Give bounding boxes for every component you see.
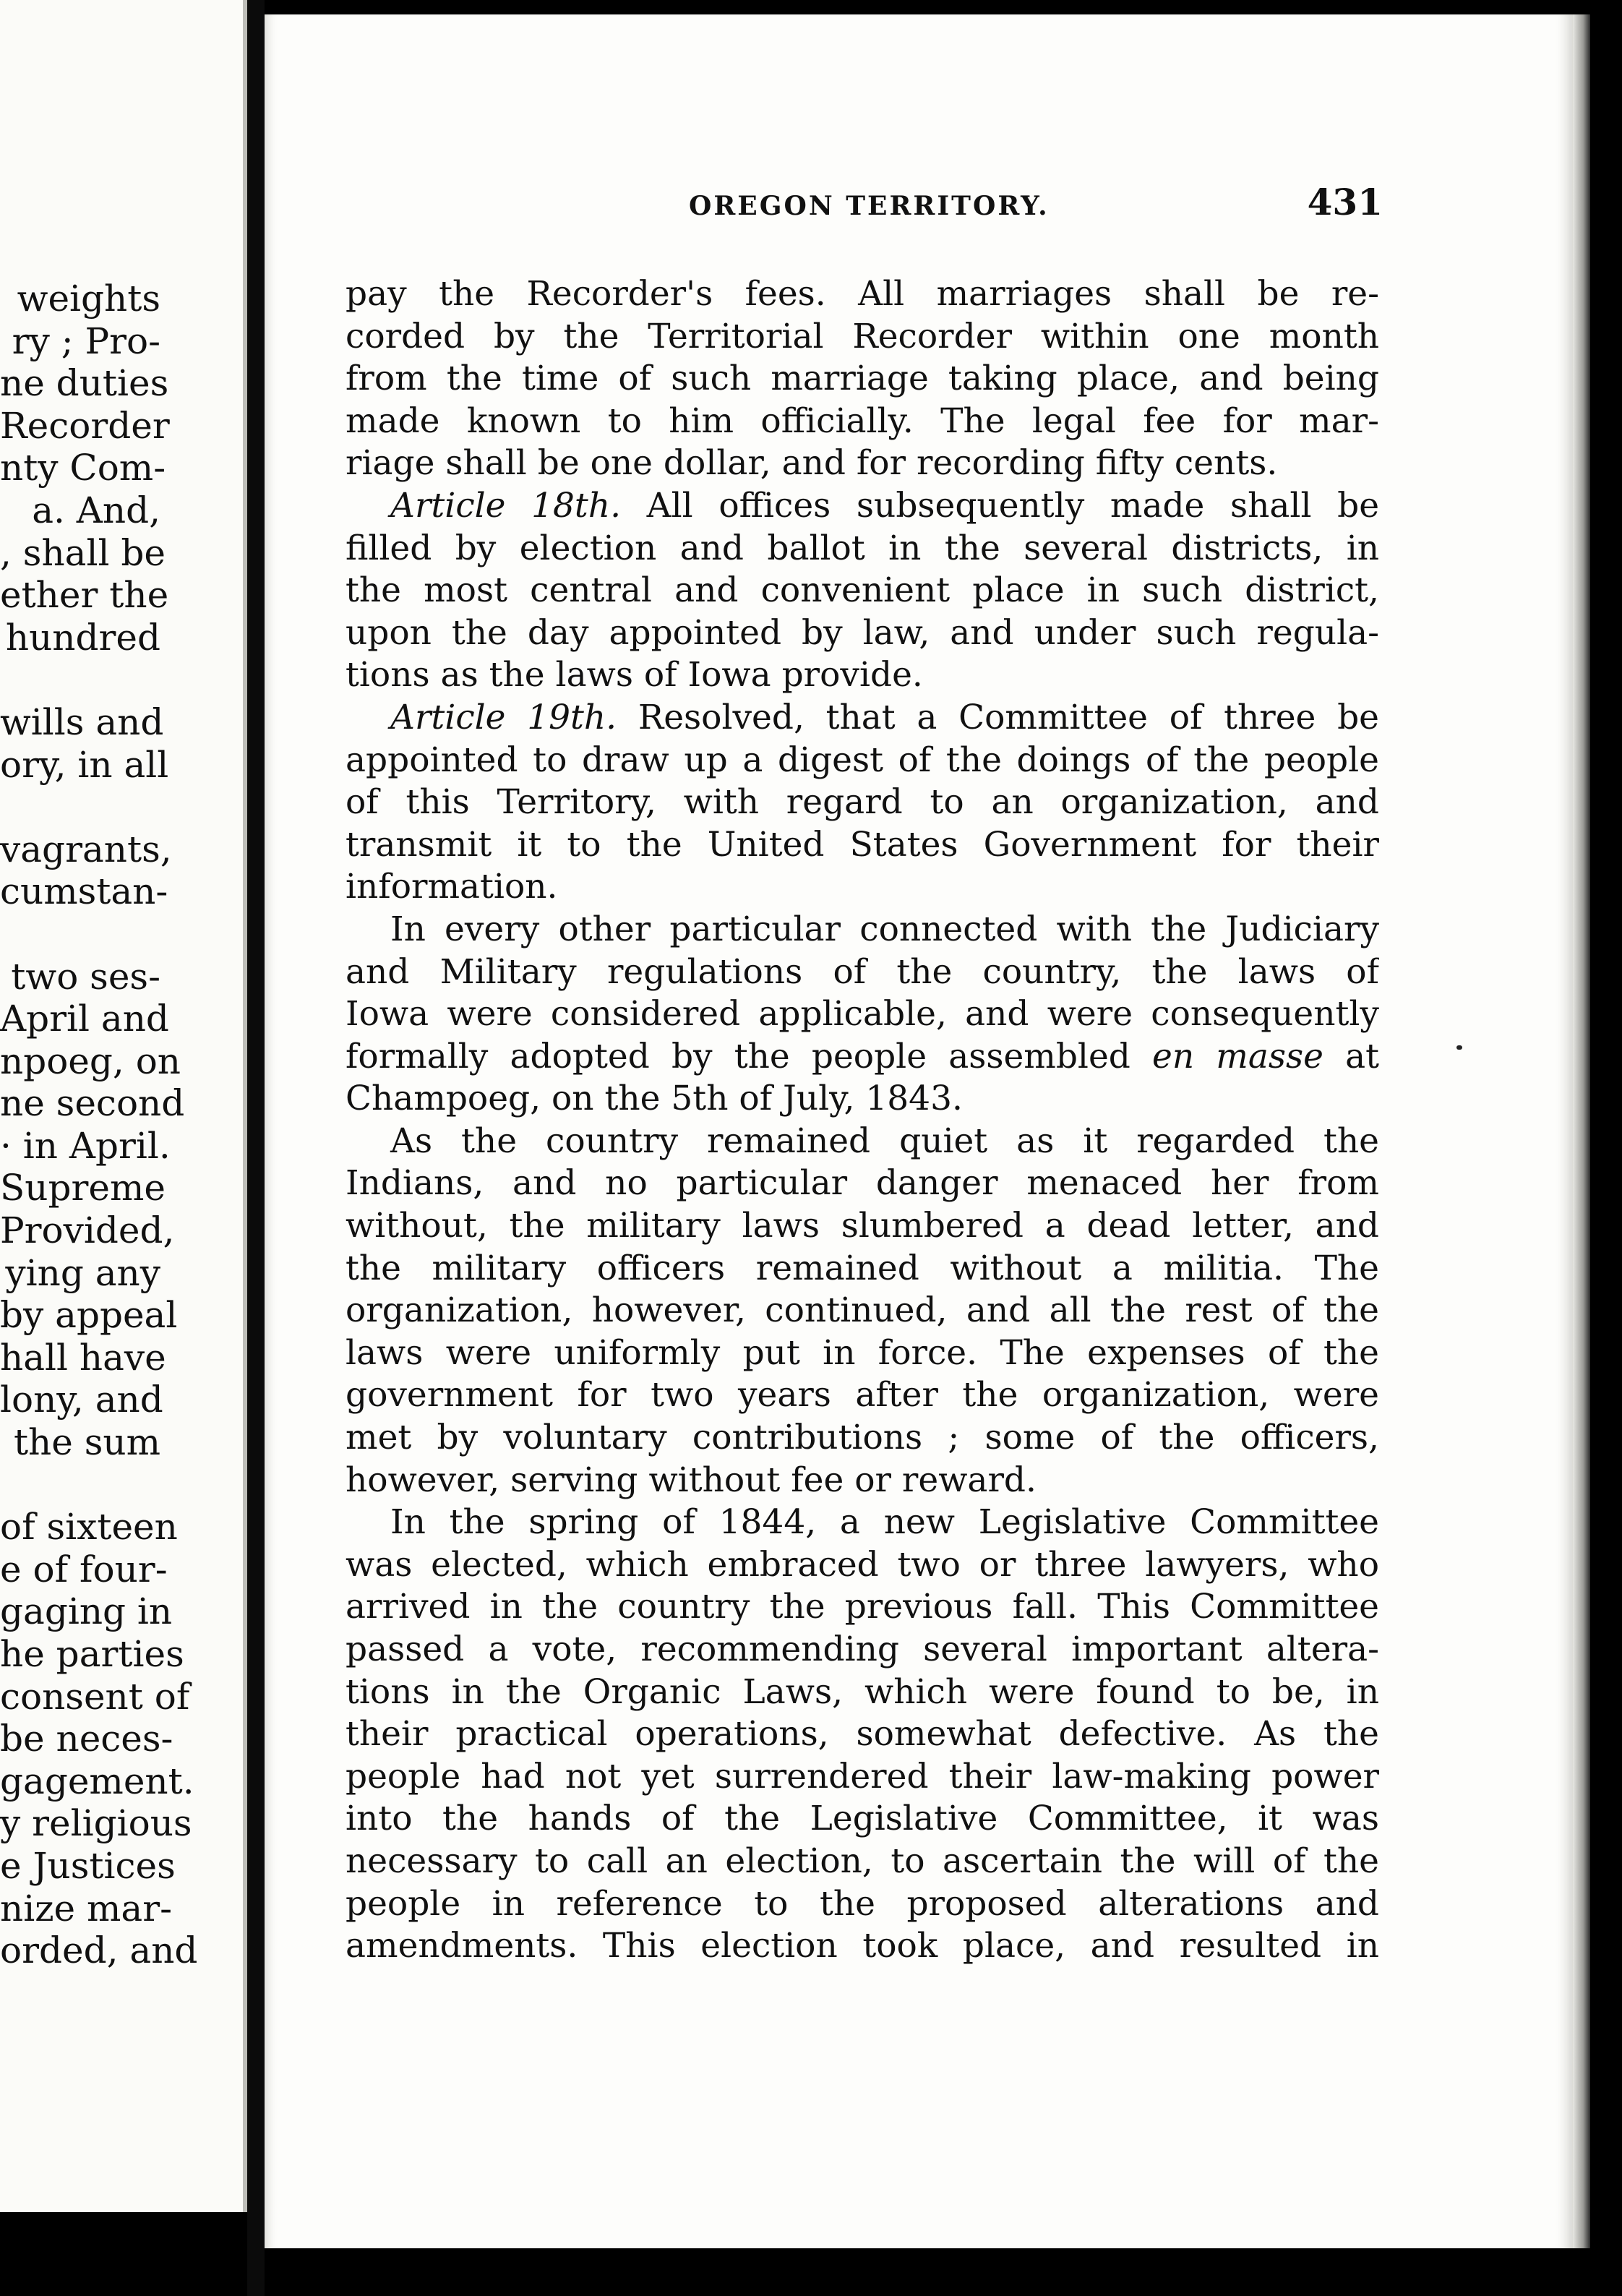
- line-text: In every other particular connected with the Judiciary: [390, 909, 1379, 949]
- line-text: amendments. This election took place, and resulted in: [346, 1926, 1379, 1966]
- text-line: [346, 612, 1379, 655]
- left-page-line: Supreme: [0, 1167, 166, 1209]
- left-page-line: gagement.: [0, 1760, 194, 1802]
- left-page-line: nize mar-: [0, 1887, 173, 1929]
- line-text: the most central and convenient place in such district,: [346, 570, 1379, 611]
- body-text: [346, 273, 1379, 1968]
- text-line: [346, 740, 1379, 782]
- text-line: [346, 1417, 1379, 1460]
- line-text: Champoeg, on the 5th of July, 1843.: [346, 1079, 963, 1119]
- left-page-line: ory, in all: [0, 743, 169, 786]
- left-page-line: npoeg, on: [0, 1040, 181, 1082]
- left-page-line: orded, and: [0, 1929, 198, 1972]
- line-text: organization, however, continued, and all the rest of the: [346, 1290, 1379, 1331]
- text-line: [346, 1544, 1379, 1587]
- left-page-line: by appeal: [0, 1294, 178, 1337]
- left-page-line: ying any: [5, 1251, 160, 1294]
- line-text: transmit it to the United States Government for their: [346, 824, 1379, 865]
- text-line: [346, 1078, 1379, 1121]
- text-line: [346, 358, 1379, 400]
- text-line: [346, 1205, 1379, 1248]
- line-text: from the time of such marriage taking place, and being: [346, 359, 1379, 399]
- text-line: [346, 1756, 1379, 1799]
- text-line: [346, 1290, 1379, 1332]
- line-text: however, serving without fee or reward.: [346, 1460, 1037, 1500]
- emphasis-text: en masse: [1152, 1036, 1323, 1076]
- left-page-line: hall have: [0, 1336, 166, 1379]
- left-page-line: two ses-: [11, 955, 160, 998]
- line-text: people in reference to the proposed alterations and: [346, 1883, 1379, 1924]
- text-line: [346, 1162, 1379, 1205]
- text-line: [346, 824, 1379, 867]
- line-text: laws were uniformly put in force. The expenses of the: [346, 1332, 1379, 1373]
- left-facing-page: [0, 0, 247, 2212]
- running-head: [414, 181, 1383, 231]
- text-line: [346, 909, 1379, 951]
- text-line: [346, 1713, 1379, 1756]
- line-text: upon the day appointed by law, and under such regula-: [346, 612, 1379, 653]
- text-line: [346, 951, 1379, 994]
- text-line: [346, 442, 1379, 485]
- left-page-line: cumstan-: [0, 870, 168, 913]
- line-text: arrived in the country the previous fall. This Committee: [346, 1587, 1379, 1627]
- text-line: [346, 1121, 1379, 1163]
- text-line: [346, 273, 1379, 316]
- line-text: As the country remained quiet as it regarded the: [390, 1121, 1379, 1161]
- line-text: without, the military laws slumbered a dead letter, and: [346, 1206, 1379, 1246]
- line-text: Indians, and no particular danger menaced her from: [346, 1163, 1379, 1204]
- line-text: information.: [346, 867, 558, 907]
- left-page-line: ne second: [0, 1082, 185, 1125]
- text-line: [346, 316, 1379, 359]
- line-text: of this Territory, with regard to an organization, and: [346, 782, 1379, 823]
- left-page-line: consent of: [0, 1675, 190, 1718]
- left-page-line: wills and: [0, 701, 164, 743]
- line-text: corded by the Territorial Recorder within one month: [346, 316, 1379, 356]
- line-text: passed a vote, recommending several important altera-: [346, 1629, 1379, 1669]
- line-text: into the hands of the Legislative Committee, it was: [346, 1799, 1379, 1839]
- line-text: pay the Recorder's fees. All marriages shall be re-: [346, 274, 1379, 314]
- line-text: and Military regulations of the country, the laws of: [346, 951, 1379, 992]
- line-text: riage shall be one dollar, and for recording fifty cents.: [346, 443, 1278, 484]
- text-line: [346, 866, 1379, 909]
- left-page-line: a. And,: [32, 489, 160, 531]
- article-label: Article 18th.: [390, 485, 622, 526]
- left-page-line: [0, 786, 160, 828]
- text-line: [346, 400, 1379, 443]
- text-line: [346, 1586, 1379, 1629]
- left-page-line: lony, and: [0, 1379, 163, 1421]
- line-text: made known to him officially. The legal fee for mar-: [346, 400, 1379, 441]
- page-number: 431: [1307, 181, 1383, 223]
- left-page-line: [0, 659, 160, 701]
- text-line: [346, 1332, 1379, 1375]
- left-page-line: e of four-: [0, 1548, 168, 1590]
- text-line: [346, 993, 1379, 1036]
- left-page-line: vagrants,: [0, 828, 172, 870]
- left-page-line: ether the: [0, 574, 169, 617]
- line-text: Iowa were considered applicable, and were consequently: [346, 994, 1379, 1035]
- text-line: [346, 1798, 1379, 1841]
- left-page-line: the sum: [13, 1421, 160, 1464]
- left-page-line: gaging in: [0, 1590, 173, 1633]
- left-page-line: ry ; Pro-: [12, 320, 160, 362]
- left-page-line: be neces-: [0, 1718, 173, 1760]
- left-page-line: nty Com-: [0, 447, 166, 489]
- left-page-line: of sixteen: [0, 1506, 178, 1548]
- line-text: In the spring of 1844, a new Legislative Committee: [390, 1502, 1379, 1543]
- line-text: at: [1323, 1036, 1379, 1076]
- line-text: filled by election and ballot in the several districts, in: [346, 528, 1379, 568]
- line-text: formally adopted by the people assembled: [346, 1036, 1153, 1076]
- text-line: [346, 570, 1379, 612]
- text-line: [346, 1925, 1379, 1968]
- text-line: [346, 654, 1379, 697]
- text-line: [346, 1248, 1379, 1290]
- article-label: Article 19th.: [390, 697, 617, 737]
- line-text: the military officers remained without a militia. The: [346, 1248, 1379, 1288]
- line-text: their practical operations, somewhat defective. As the: [346, 1714, 1379, 1755]
- text-line: [346, 781, 1379, 824]
- text-line: [346, 697, 1379, 740]
- margin-speck: [1456, 1045, 1462, 1050]
- text-line: [346, 1036, 1379, 1079]
- line-text: Resolved, that a Committee of three be: [617, 697, 1379, 737]
- left-page-line: Provided,: [0, 1209, 175, 1252]
- line-text: government for two years after the organization, were: [346, 1375, 1379, 1415]
- text-line: [346, 485, 1379, 528]
- left-page-line: April and: [0, 998, 169, 1040]
- left-page-text: [0, 278, 198, 1972]
- left-page-line: , shall be: [0, 531, 166, 574]
- left-page-line: e Justices: [0, 1844, 176, 1887]
- book-gutter: [247, 0, 265, 2296]
- left-page-line: y religious: [0, 1802, 192, 1845]
- text-line: [346, 1374, 1379, 1417]
- page-edge: [1573, 14, 1590, 2248]
- line-text: was elected, which embraced two or three lawyers, who: [346, 1544, 1379, 1585]
- left-page-line: [0, 1464, 160, 1507]
- text-line: [346, 1460, 1379, 1502]
- text-line: [346, 1883, 1379, 1926]
- left-page-line: · in April.: [0, 1124, 171, 1167]
- text-line: [346, 1841, 1379, 1883]
- text-line: [346, 1502, 1379, 1544]
- left-page-line: [0, 913, 160, 956]
- line-text: met by voluntary contributions ; some of the officers,: [346, 1418, 1379, 1458]
- text-line: [346, 528, 1379, 570]
- left-page-line: he parties: [0, 1633, 184, 1675]
- line-text: necessary to call an election, to ascertain the will of the: [346, 1841, 1379, 1881]
- left-page-line: weights: [17, 278, 160, 320]
- line-text: All offices subsequently made shall be: [621, 485, 1379, 526]
- line-text: tions as the laws of Iowa provide.: [346, 655, 923, 695]
- running-title: OREGON TERRITORY.: [689, 191, 1050, 221]
- text-line: [346, 1671, 1379, 1714]
- left-page-line: ne duties: [0, 362, 169, 405]
- text-line: [346, 1629, 1379, 1671]
- line-text: people had not yet surrendered their law-making power: [346, 1756, 1379, 1796]
- left-page-line: Recorder: [0, 404, 170, 447]
- line-text: tions in the Organic Laws, which were found to be, in: [346, 1671, 1379, 1712]
- line-text: appointed to draw up a digest of the doings of the people: [346, 740, 1379, 780]
- left-page-line: hundred: [5, 616, 160, 659]
